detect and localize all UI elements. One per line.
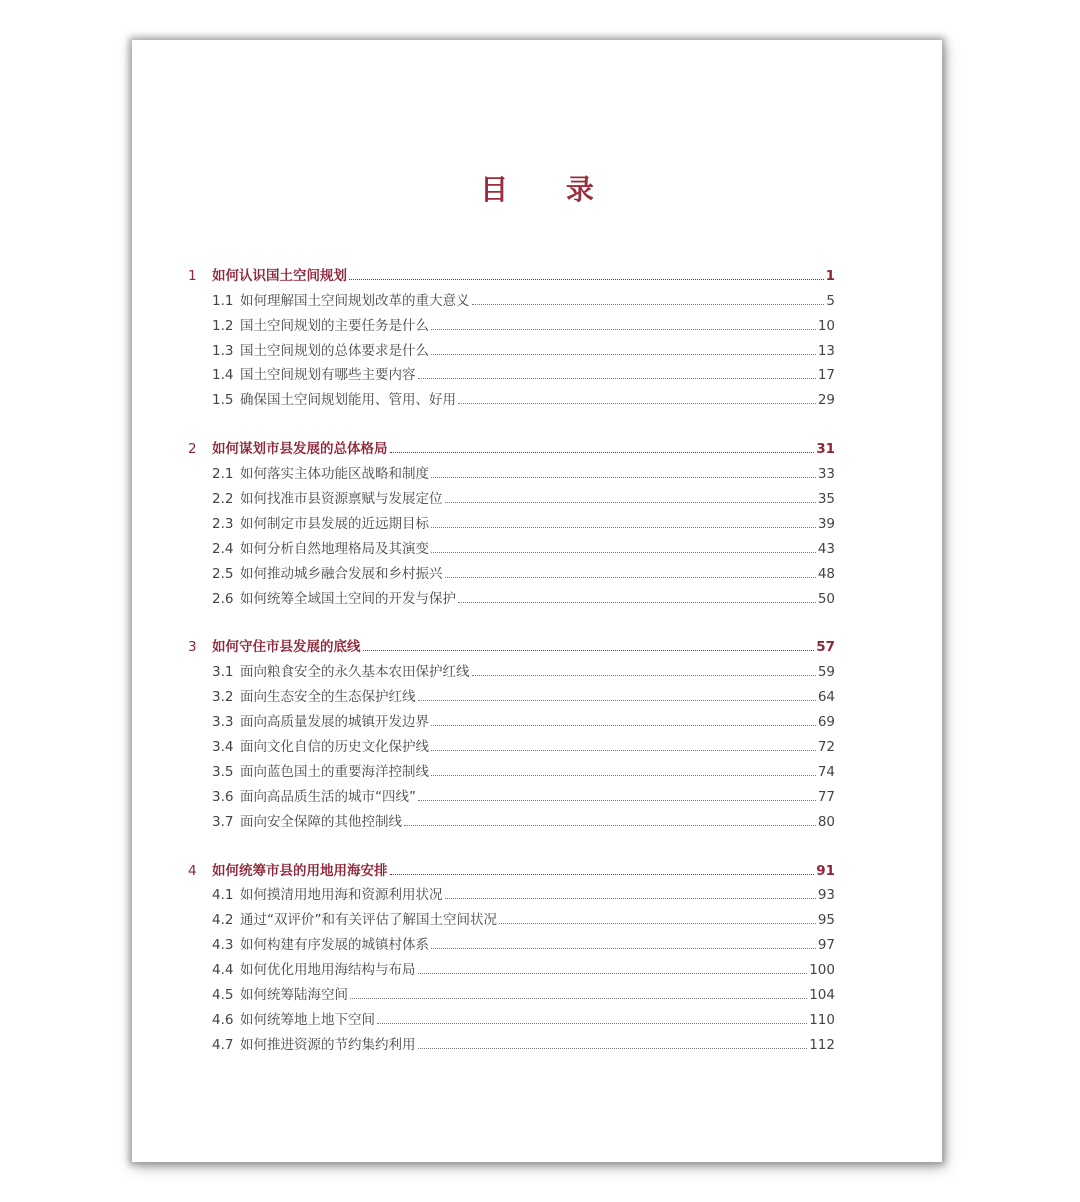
entry-number: 2.5 (212, 565, 234, 582)
section-entry[interactable] (188, 904, 835, 929)
page-number: 100 (809, 962, 835, 979)
section-entry[interactable] (188, 954, 835, 979)
section-entry[interactable] (188, 483, 835, 508)
section-entry[interactable] (188, 335, 835, 360)
entry-title: 如何理解国土空间规划改革的重大意义 (240, 292, 470, 309)
dot-leader (431, 948, 816, 949)
entry-title: 如何统筹地上地下空间 (240, 1011, 375, 1028)
dot-leader (431, 725, 816, 726)
entry-title: 面向生态安全的生态保护红线 (240, 689, 416, 706)
chapter-entry[interactable] (188, 855, 835, 880)
entry-title: 面向安全保障的其他控制线 (240, 813, 402, 830)
entry-number: 4.3 (212, 937, 234, 954)
entry-title: 如何分析自然地理格局及其演变 (240, 540, 429, 557)
entry-number: 3.5 (212, 763, 234, 780)
entry-number: 4.7 (212, 1036, 234, 1053)
dot-leader (445, 502, 816, 503)
entry-title: 如何统筹市县的用地用海安排 (212, 862, 388, 879)
entry-number: 1.4 (212, 367, 234, 384)
entry-title: 面向粮食安全的永久基本农田保护红线 (240, 664, 470, 681)
page-number: 57 (816, 639, 835, 656)
section-entry[interactable] (188, 458, 835, 483)
section-entry[interactable] (188, 558, 835, 583)
entry-title: 如何推进资源的节约集约利用 (240, 1036, 416, 1053)
page-number: 10 (817, 317, 835, 334)
dot-leader (431, 329, 816, 330)
entry-title: 面向高品质生活的城市“四线” (240, 788, 416, 805)
page-number: 50 (817, 590, 835, 607)
entry-title: 面向蓝色国土的重要海洋控制线 (240, 763, 429, 780)
section-entry[interactable] (188, 285, 835, 310)
section-entry[interactable] (188, 880, 835, 905)
dot-leader (418, 800, 816, 801)
entry-number: 1.2 (212, 317, 234, 334)
entry-title: 如何找准市县资源禀赋与发展定位 (240, 491, 443, 508)
entry-number: 3.2 (212, 689, 234, 706)
page-number: 95 (817, 912, 835, 929)
section-entry[interactable] (188, 310, 835, 335)
entry-title: 如何构建有序发展的城镇村体系 (240, 937, 429, 954)
section-entry[interactable] (188, 681, 835, 706)
entry-title: 面向文化自信的历史文化保护线 (240, 739, 429, 756)
page-number: 33 (817, 466, 835, 483)
dot-leader (431, 527, 816, 528)
section-entry[interactable] (188, 360, 835, 385)
dot-leader (431, 552, 816, 553)
dot-leader (431, 750, 816, 751)
dot-leader (431, 775, 816, 776)
entry-title: 如何摸清用地用海和资源利用状况 (240, 887, 443, 904)
page-number: 43 (817, 540, 835, 557)
dot-leader (350, 998, 807, 999)
entry-number: 2.2 (212, 491, 234, 508)
page-number: 39 (817, 515, 835, 532)
section-entry[interactable] (188, 756, 835, 781)
entry-number: 2.3 (212, 515, 234, 532)
entry-title: 国土空间规划有哪些主要内容 (240, 367, 416, 384)
page-number: 112 (809, 1036, 835, 1053)
entry-number: 1 (188, 267, 197, 284)
entry-number: 2 (188, 441, 197, 458)
dot-leader (377, 1023, 807, 1024)
entry-number: 3.6 (212, 788, 234, 805)
section-entry[interactable] (188, 1029, 835, 1054)
section-entry[interactable] (188, 706, 835, 731)
entry-title: 如何推动城乡融合发展和乡村振兴 (240, 565, 443, 582)
section-entry[interactable] (188, 731, 835, 756)
dot-leader (418, 700, 816, 701)
chapter-entry[interactable] (188, 433, 835, 458)
chapter-group (188, 433, 835, 607)
entry-number: 1.3 (212, 342, 234, 359)
dot-leader (472, 675, 816, 676)
page-number: 74 (817, 763, 835, 780)
chapter-group (188, 260, 835, 409)
table-of-contents (188, 260, 835, 1054)
dot-leader (431, 477, 816, 478)
entry-number: 4.2 (212, 912, 234, 929)
entry-number: 3.1 (212, 664, 234, 681)
section-entry[interactable] (188, 583, 835, 608)
dot-leader (418, 973, 808, 974)
section-entry[interactable] (188, 781, 835, 806)
page-number: 80 (817, 813, 835, 830)
page-number: 5 (826, 292, 835, 309)
dot-leader (458, 403, 816, 404)
entry-number: 2.1 (212, 466, 234, 483)
dot-leader (418, 378, 816, 379)
dot-leader (445, 898, 816, 899)
entry-title: 如何优化用地用海结构与布局 (240, 962, 416, 979)
page-number: 59 (817, 664, 835, 681)
entry-title: 通过“双评价”和有关评估了解国土空间状况 (240, 912, 497, 929)
section-entry[interactable] (188, 533, 835, 558)
entry-number: 4.4 (212, 962, 234, 979)
page-number: 97 (817, 937, 835, 954)
page-number: 35 (817, 491, 835, 508)
dot-leader (445, 577, 816, 578)
entry-number: 3.3 (212, 714, 234, 731)
chapter-entry[interactable] (188, 632, 835, 657)
entry-title: 如何谋划市县发展的总体格局 (212, 441, 388, 458)
chapter-group (188, 855, 835, 1054)
entry-title: 如何制定市县发展的近远期目标 (240, 515, 429, 532)
dot-leader (349, 279, 824, 280)
dot-leader (431, 354, 816, 355)
entry-number: 3 (188, 639, 197, 656)
page-number: 48 (817, 565, 835, 582)
entry-number: 3.4 (212, 739, 234, 756)
section-entry[interactable] (188, 929, 835, 954)
section-entry[interactable] (188, 508, 835, 533)
entry-number: 1.1 (212, 292, 234, 309)
entry-title: 国土空间规划的主要任务是什么 (240, 317, 429, 334)
entry-title: 如何守住市县发展的底线 (212, 639, 361, 656)
page-number: 104 (809, 987, 835, 1004)
entry-number: 4.6 (212, 1011, 234, 1028)
entry-title: 面向高质量发展的城镇开发边界 (240, 714, 429, 731)
entry-title: 如何统筹陆海空间 (240, 987, 348, 1004)
page-title: 目 录 (480, 173, 618, 206)
section-entry[interactable] (188, 806, 835, 831)
entry-title: 如何落实主体功能区战略和制度 (240, 466, 429, 483)
section-entry[interactable] (188, 979, 835, 1004)
entry-number: 2.4 (212, 540, 234, 557)
dot-leader (390, 874, 815, 875)
dot-leader (499, 923, 816, 924)
page-number: 64 (817, 689, 835, 706)
section-entry[interactable] (188, 656, 835, 681)
entry-number: 4.1 (212, 887, 234, 904)
entry-number: 2.6 (212, 590, 234, 607)
entry-number: 4.5 (212, 987, 234, 1004)
chapter-group (188, 632, 835, 831)
section-entry[interactable] (188, 384, 835, 409)
page-number: 72 (817, 739, 835, 756)
section-entry[interactable] (188, 1004, 835, 1029)
page-number: 31 (816, 441, 835, 458)
document-page (132, 40, 942, 1162)
page-number: 91 (816, 862, 835, 879)
dot-leader (390, 452, 815, 453)
page-number: 93 (817, 887, 835, 904)
entry-number: 1.5 (212, 392, 234, 409)
entry-number: 4 (188, 862, 197, 879)
dot-leader (363, 650, 815, 651)
page-number: 13 (817, 342, 835, 359)
entry-title: 确保国土空间规划能用、管用、好用 (240, 392, 456, 409)
entry-number: 3.7 (212, 813, 234, 830)
entry-title: 如何统筹全域国土空间的开发与保护 (240, 590, 456, 607)
page-number: 17 (817, 367, 835, 384)
page-number: 69 (817, 714, 835, 731)
dot-leader (418, 1048, 808, 1049)
entry-title: 如何认识国土空间规划 (212, 267, 347, 284)
page-number: 110 (809, 1011, 835, 1028)
dot-leader (458, 602, 816, 603)
page-number: 29 (817, 392, 835, 409)
page-number: 77 (817, 788, 835, 805)
page-number: 1 (825, 267, 835, 284)
entry-title: 国土空间规划的总体要求是什么 (240, 342, 429, 359)
dot-leader (404, 825, 816, 826)
chapter-entry[interactable] (188, 260, 835, 285)
dot-leader (472, 304, 825, 305)
